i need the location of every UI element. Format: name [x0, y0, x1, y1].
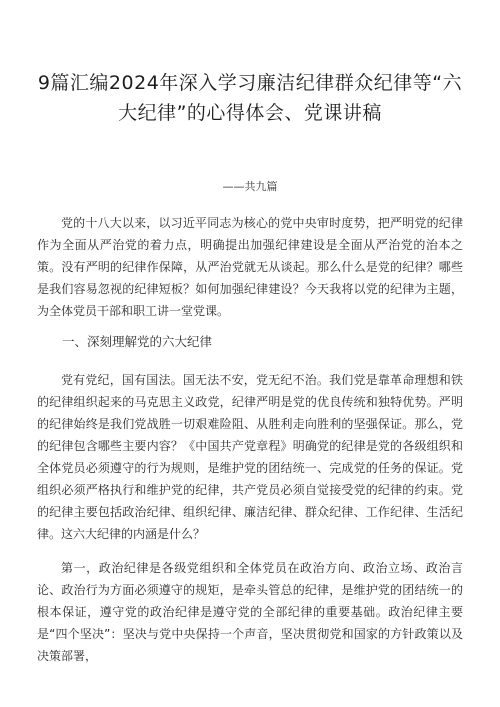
body-paragraph: 第一，政治纪律是各级党组织和全体党员在政治方向、政治立场、政治言论、政治行为方面必须遵守的规矩，是牵头管总的纪律，是维护党的团结统一的根本保证，遵守党的政治纪律是遵守党的全部纪律的重要基础。政治纪律主要是“四个坚决”：坚决与党中央保持一个声音，坚决贯彻党和国家的方针政策以及决策部署， — [37, 561, 463, 663]
section-heading: 一、深刻理解党的六大纪律 — [62, 334, 213, 349]
article-count: ——共九篇 — [222, 180, 278, 193]
document-title: 9篇汇编2024年深入学习廉洁纪律群众纪律等“六大纪律”的心得体会、党课讲稿 — [37, 72, 463, 124]
body-paragraph: 党有党纪，国有国法。国无法不安，党无纪不治。我们党是靠革命理想和铁的纪律组织起来的马克思主义政党，纪律严明是党的优良传统和独特优势。严明的纪律始终是我们党战胜一切艰难险阻、从胜利走向胜利的坚强保证。那么，党的纪律包含哪些主要内容？《中国共产党章程》明确党的纪律是党的各级组织和全体党员必须遵守的行为规则，是维护党的团结统一、完成党的任务的保证。党组织必须严格执行和维护党的纪律，共产党员必须自觉接受党的纪律的约束。党的纪律主要包括政治纪律、组织纪律、廉洁纪律、群众纪律、工作纪律、生活纪律。这六大纪律的内涵是什么？ — [37, 373, 463, 541]
intro-paragraph: 党的十八大以来，以习近平同志为核心的党中央审时度势，把严明党的纪律作为全面从严治党的着力点，明确提出加强纪律建设是全面从严治党的治本之策。没有严明的纪律作保障，从严治党就无从谈起。那么什么是党的纪律？哪些是我们容易忽视的纪律短板？如何加强纪律建设？今天我将以党的纪律为主题，为全体党员干部和职工讲一堂党课。 — [37, 216, 463, 318]
